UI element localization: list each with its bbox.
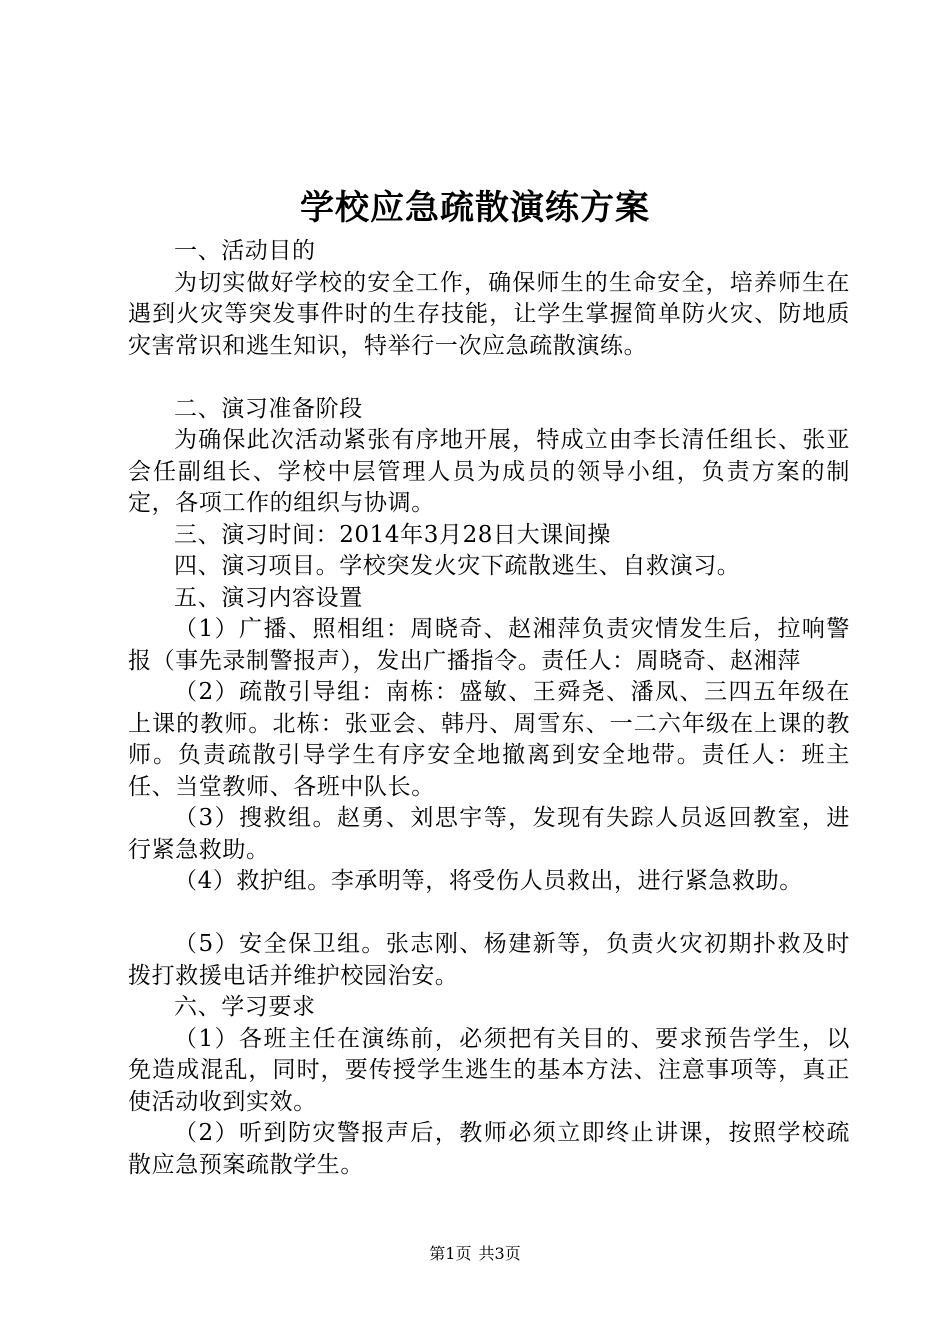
list-item-requirement-2: （2）听到防灾警报声后，教师必须立即终止讲课，按照学校疏散应急预案疏散学生。 [128, 1120, 850, 1178]
blank-line [128, 898, 850, 930]
list-item-broadcast-group: （1）广播、照相组：周晓奇、赵湘萍负责灾情发生后，拉响警报（事先录制警报声），发出广播指令。责任人：周晓奇、赵湘萍 [128, 616, 850, 674]
section-heading-content: 五、演习内容设置 [174, 584, 363, 611]
page-total: 共3页 [478, 1244, 521, 1263]
section-heading-project: 四、演习项目。学校突发火灾下疏散逃生、自救演习。 [174, 553, 741, 579]
section-heading-purpose: 一、活动目的 [174, 238, 316, 264]
list-item-first-aid-group: （4）救护组。李承明等，将受伤人员救出，进行紧急救助。 [174, 868, 803, 894]
list-item-requirement-1: （1）各班主任在演练前，必须把有关目的、要求预告学生，以免造成混乱，同时，要传授学生逃生的基本方法、注意事项等，真正使活动收到实效。 [128, 1025, 850, 1115]
section-heading-requirements: 六、学习要求 [174, 994, 316, 1020]
list-item-rescue-group: （3）搜救组。赵勇、刘思宇等，发现有失踪人员返回教室，进行紧急救助。 [128, 805, 850, 863]
paragraph-purpose: 为切实做好学校的安全工作，确保师生的生命安全，培养师生在遇到火灾等突发事件时的生存技能，让学生掌握简单防火灾、防地质灾害常识和逃生知识，特举行一次应急疏散演练。 [128, 269, 850, 359]
blank-line [128, 362, 850, 394]
document-title: 学校应急疏散演练方案 [300, 188, 650, 228]
section-heading-time: 三、演习时间：2014年3月28日大课间操 [174, 521, 612, 548]
document-body [128, 236, 850, 1181]
list-item-evacuation-group: （2）疏散引导组：南栋：盛敏、王舜尧、潘凤、三四五年级在上课的教师。北栋：张亚会、韩丹、周雪东、一二六年级在上课的教师。负责疏散引导学生有序安全地撤离到安全地带。责任人：班主任、当堂教师、各班中队长。 [128, 679, 850, 800]
paragraph-preparation: 为确保此次活动紧张有序地开展，特成立由李长清任组长、张亚会任副组长、学校中层管理人员为成员的领导小组，负责方案的制定，各项工作的组织与协调。 [128, 427, 850, 516]
list-item-security-group: （5）安全保卫组。张志刚、杨建新等，负责火灾初期扑救及时拨打救援电话并维护校园治安。 [128, 931, 850, 989]
page-footer [0, 1243, 950, 1265]
page-number: 第1页 [429, 1244, 472, 1263]
section-heading-preparation: 二、演习准备阶段 [174, 395, 363, 422]
